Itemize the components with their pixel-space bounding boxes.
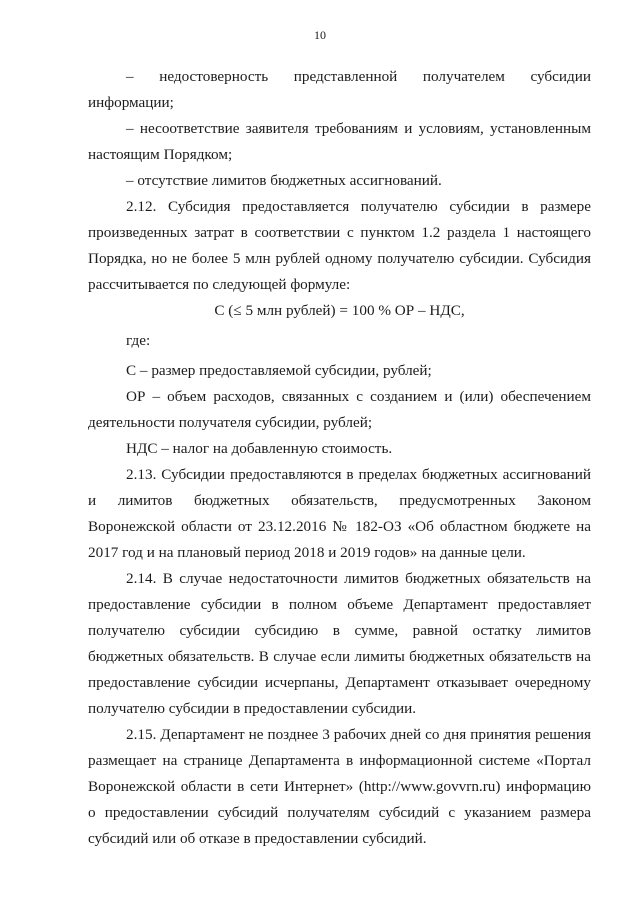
formula-term-or: ОР – объем расходов, связанных с созданием и (или) обеспечением деятельности получателя субсидии, рублей;	[88, 388, 591, 431]
formula-where-label: где:	[126, 332, 151, 349]
document-body	[88, 64, 591, 852]
paragraph-2-12: 2.12. Субсидия предоставляется получателю субсидии в размере произведенных затрат в соответствии с пунктом 1.2 раздела 1 настоящего Порядка, но не более 5 млн рублей одному получателю субсидии. Субсидия рассчитывается по следующей формуле:	[88, 198, 591, 293]
paragraph-2-15: 2.15. Департамент не позднее 3 рабочих дней со дня принятия решения размещает на странице Департамента в информационной системе «Портал Воронежской области в сети Интернет» (http://www.govvrn.ru) информацию о предоставлении субсидий получателям субсидий с указанием размера субсидий или об отказе в предоставлении субсидий.	[88, 726, 591, 847]
list-item-unreliable-info: – недостоверность представленной получателем субсидии информации;	[88, 68, 591, 111]
paragraph-2-14: 2.14. В случае недостаточности лимитов бюджетных обязательств на предоставление субсидии в полном объеме Департамент предоставляет получателю субсидии субсидию в сумме, равной остатку лимитов бюджетных обязательств. В случае если лимиты бюджетных обязательств на предоставление субсидии исчерпаны, Департамент отказывает очередному получателю субсидии в предоставлении субсидии.	[88, 570, 591, 717]
formula-term-c: С – размер предоставляемой субсидии, рублей;	[126, 362, 432, 379]
list-item-noncompliance: – несоответствие заявителя требованиям и условиям, установленным настоящим Порядком;	[88, 120, 591, 163]
list-item-no-limits: – отсутствие лимитов бюджетных ассигнований.	[126, 172, 442, 189]
page-number: 10	[314, 28, 326, 42]
formula-term-nds: НДС – налог на добавленную стоимость.	[126, 440, 393, 457]
subsidy-formula: С (≤ 5 млн рублей) = 100 % ОР – НДС,	[214, 302, 465, 319]
paragraph-2-13: 2.13. Субсидии предоставляются в пределах бюджетных ассигнований и лимитов бюджетных обязательств, предусмотренных Законом Воронежской области от 23.12.2016 № 182-ОЗ «Об областном бюджете на 2017 год и на плановый период 2018 и 2019 годов» на данные цели.	[88, 466, 591, 561]
